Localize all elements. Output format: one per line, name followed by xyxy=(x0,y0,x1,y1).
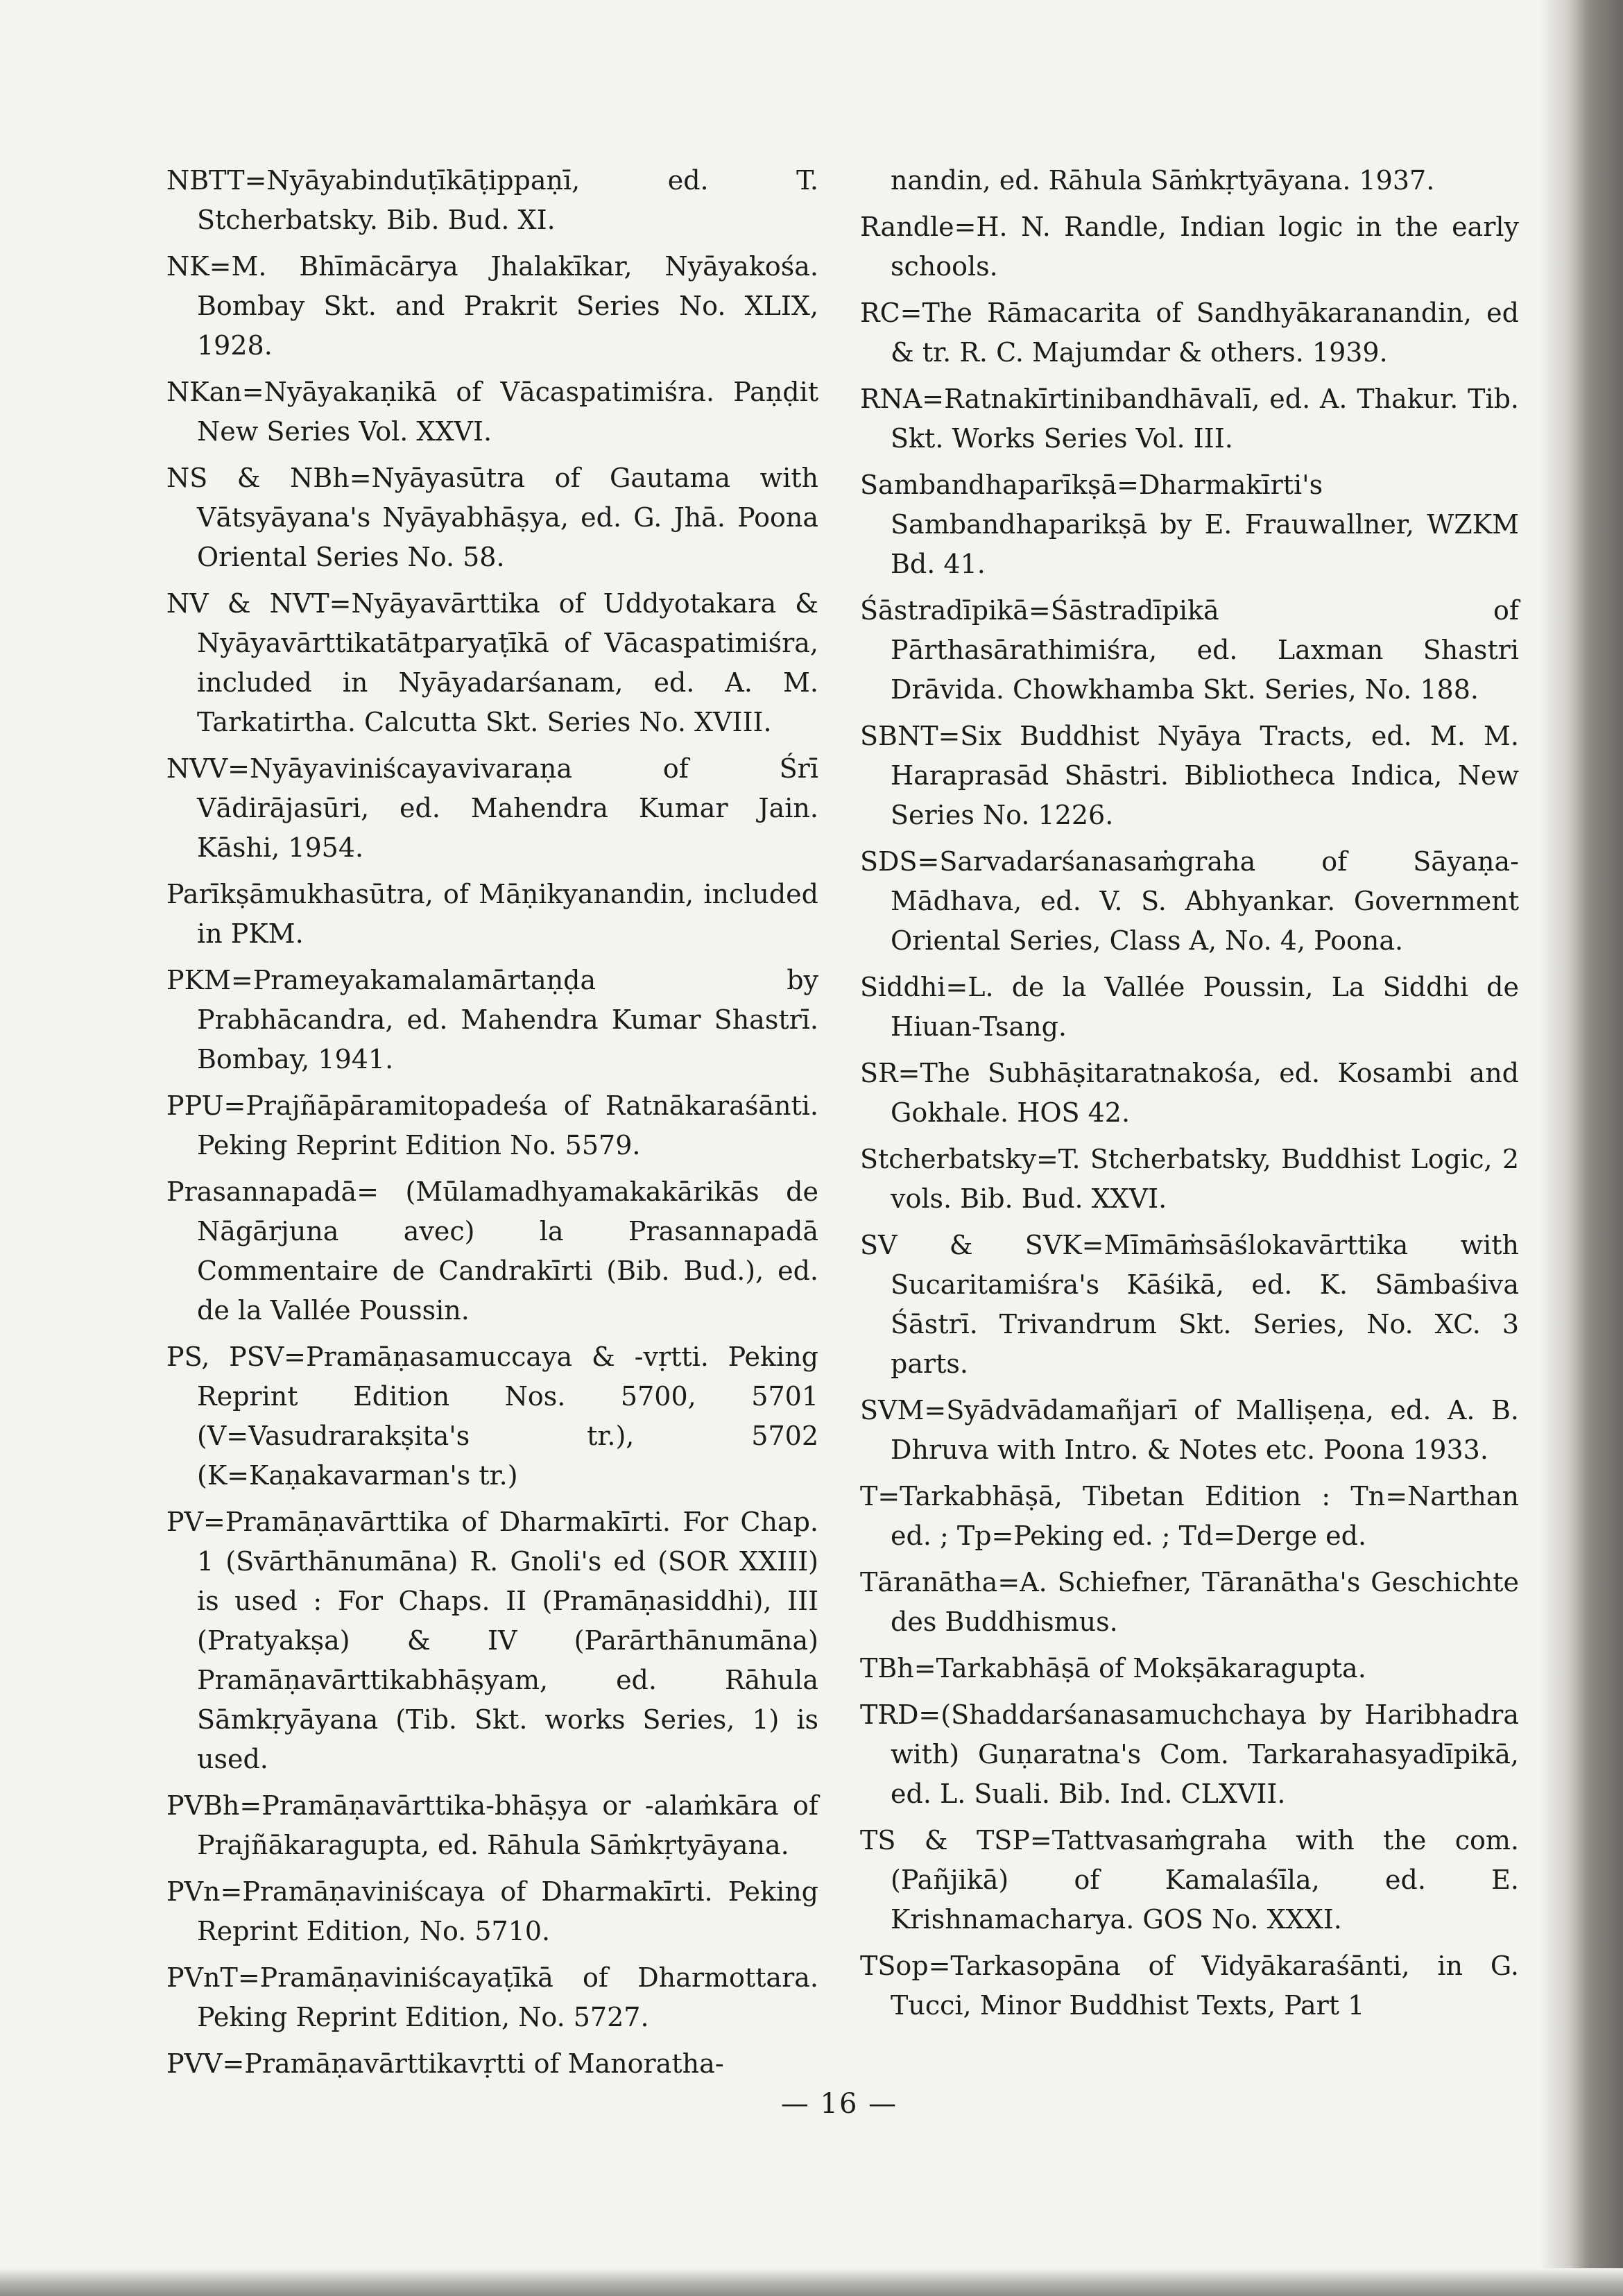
bib-entry: T=Tarkabhāṣā, Tibetan Edition : Tn=Narthan ed. ; Tp=Peking ed. ; Td=Derge ed. xyxy=(860,1481,1519,1551)
bib-entry: PKM=Prameyakamalamārtaṇḍa by Prabhācandra, ed. Mahendra Kumar Shastrī. Bombay, 1941. xyxy=(166,965,818,1074)
bib-entry: PVV=Pramāṇavārttikavṛtti of Manoratha- xyxy=(166,2048,724,2079)
right-column xyxy=(860,161,1519,2032)
bib-entry: Śāstradīpikā=Śāstradīpikā of Pārthasārathimiśra, ed. Laxman Shastri Drāvida. Chowkhamba Skt. Series, No. 188. xyxy=(860,595,1519,705)
bib-entry: SBNT=Six Buddhist Nyāya Tracts, ed. M. M. Haraprasād Shāstri. Bibliotheca Indica, New Series No. 1226. xyxy=(860,721,1519,830)
bib-entry: Randle=H. N. Randle, Indian logic in the early schools. xyxy=(860,212,1519,282)
bib-entry: PVnT=Pramāṇaviniścayaṭīkā of Dharmottara. Peking Reprint Edition, No. 5727. xyxy=(166,1962,818,2032)
bottom-scan-strip xyxy=(0,2268,1623,2296)
bib-entry: PPU=Prajñāpāramitopadeśa of Ratnākaraśānti. Peking Reprint Edition No. 5579. xyxy=(166,1090,818,1160)
bib-entry: PVBh=Pramāṇavārttika-bhāṣya or -alaṁkāra of Prajñākaragupta, ed. Rāhula Sāṁkṛtyāyana. xyxy=(166,1790,818,1860)
bib-entry: PS, PSV=Pramāṇasamuccaya & -vṛtti. Peking Reprint Edition Nos. 5700, 5701 (V=Vasudrarakṣita's tr.), 5702 (K=Kaṇakavarman's tr.) xyxy=(166,1342,818,1491)
bib-entry: SV & SVK=Mīmāṁsāślokavārttika with Sucaritamiśra's Kāśikā, ed. K. Sāmbaśiva Śāstrī. Trivandrum Skt. Series, No. XC. 3 parts. xyxy=(860,1230,1519,1379)
bib-entry: NK=M. Bhīmācārya Jhalakīkar, Nyāyakośa. Bombay Skt. and Prakrit Series No. XLIX, 1928. xyxy=(166,251,818,361)
left-column xyxy=(166,161,818,2091)
bib-entry-continuation: nandin, ed. Rāhula Sāṁkṛtyāyana. 1937. xyxy=(891,165,1435,196)
bib-entry: Sambandhaparīkṣā=Dharmakīrti's Sambandhaparikṣā by E. Frauwallner, WZKM Bd. 41. xyxy=(860,470,1519,579)
bib-entry: PV=Pramāṇavārttika of Dharmakīrti. For Chap. 1 (Svārthānumāna) R. Gnoli's ed (SOR XXIII) is used : For Chaps. II (Pramāṇasiddhi), III (Pratyakṣa) & IV (Parārthānumāna) Pramāṇavārttikabhāṣyam, ed. Rāhula Sāmkṛyāyana (Tib. Skt. works Series, 1) is used. xyxy=(166,1507,818,1774)
bib-entry: NS & NBh=Nyāyasūtra of Gautama with Vātsyāyana's Nyāyabhāṣya, ed. G. Jhā. Poona Oriental Series No. 58. xyxy=(166,463,818,572)
bib-entry: Siddhi=L. de la Vallée Poussin, La Siddhi de Hiuan-Tsang. xyxy=(860,972,1519,1042)
bib-entry: Prasannapadā= (Mūlamadhyamakakārikās de Nāgārjuna avec) la Prasannapadā Commentaire de Candrakīrti (Bib. Bud.), ed. de la Vallée Poussin. xyxy=(166,1176,818,1326)
page-number: — 16 — xyxy=(780,2088,898,2120)
bib-entry: TS & TSP=Tattvasaṁgraha with the com. (Pañjikā) of Kamalaśīla, ed. E. Krishnamacharya. GOS No. XXXI. xyxy=(860,1825,1519,1935)
page-edge-shadow xyxy=(1540,0,1623,2296)
bib-entry: NBTT=Nyāyabinduṭīkāṭippaṇī, ed. T. Stcherbatsky. Bib. Bud. XI. xyxy=(166,165,818,235)
bib-entry: Parīkṣāmukhasūtra, of Māṇikyanandin, included in PKM. xyxy=(166,879,818,949)
bib-entry: TSop=Tarkasopāna of Vidyākaraśānti, in G. Tucci, Minor Buddhist Texts, Part 1 xyxy=(860,1951,1519,2021)
bib-entry: NVV=Nyāyaviniścayavivaraṇa of Śrī Vādirājasūri, ed. Mahendra Kumar Jain. Kāshi, 1954. xyxy=(166,753,818,863)
bib-entry: Tāranātha=A. Schiefner, Tāranātha's Geschichte des Buddhismus. xyxy=(860,1567,1519,1637)
bib-entry: PVn=Pramāṇaviniścaya of Dharmakīrti. Peking Reprint Edition, No. 5710. xyxy=(166,1876,818,1946)
bib-entry: SR=The Subhāṣitaratnakośa, ed. Kosambi and Gokhale. HOS 42. xyxy=(860,1058,1519,1128)
bib-entry: NV & NVT=Nyāyavārttika of Uddyotakara & Nyāyavārttikatātparyaṭīkā of Vācaspatimiśra, included in Nyāyadarśanam, ed. A. M. Tarkatirtha. Calcutta Skt. Series No. XVIII. xyxy=(166,588,818,737)
bib-entry: RC=The Rāmacarita of Sandhyākaranandin, ed & tr. R. C. Majumdar & others. 1939. xyxy=(860,298,1519,368)
bib-entry: RNA=Ratnakīrtinibandhāvalī, ed. A. Thakur. Tib. Skt. Works Series Vol. III. xyxy=(860,384,1519,454)
bib-entry: Stcherbatsky=T. Stcherbatsky, Buddhist Logic, 2 vols. Bib. Bud. XXVI. xyxy=(860,1144,1519,1214)
bib-entry: TBh=Tarkabhāṣā of Mokṣākaragupta. xyxy=(860,1653,1366,1684)
bib-entry: TRD=(Shaddarśanasamuchchaya by Haribhadra with) Guṇaratna's Com. Tarkarahasyadīpikā, ed. L. Suali. Bib. Ind. CLXVII. xyxy=(860,1699,1519,1809)
bib-entry: NKan=Nyāyakaṇikā of Vācaspatimiśra. Paṇḍit New Series Vol. XXVI. xyxy=(166,377,818,447)
bib-entry: SVM=Syādvādamañjarī of Malliṣeṇa, ed. A. B. Dhruva with Intro. & Notes etc. Poona 1933. xyxy=(860,1395,1519,1465)
bib-entry: SDS=Sarvadarśanasaṁgraha of Sāyaṇa-Mādhava, ed. V. S. Abhyankar. Government Oriental Series, Class A, No. 4, Poona. xyxy=(860,846,1519,956)
